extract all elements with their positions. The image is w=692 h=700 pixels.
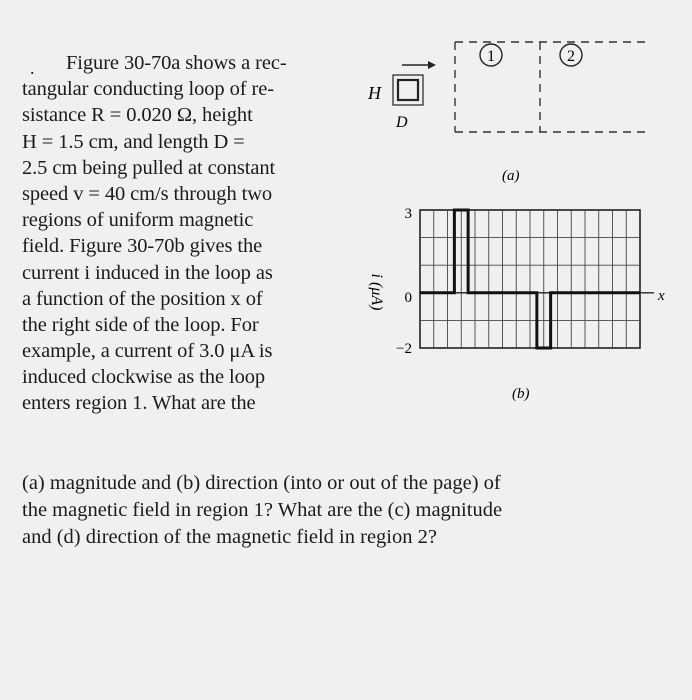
- figure-30-70: [350, 30, 670, 410]
- problem-line: tangular conducting loop of re-: [22, 78, 274, 101]
- problem-line: the magnetic field in region 1? What are the (c) magnitude: [22, 499, 503, 521]
- figure-b: [368, 206, 665, 402]
- x-axis-label: x: [658, 288, 665, 304]
- problem-line: sistance R = 0.020 Ω, height: [22, 104, 253, 127]
- problem-line: 2.5 cm being pulled at constant: [22, 156, 276, 179]
- loop-height-label: H: [368, 83, 381, 103]
- figure-a-caption: (a): [502, 168, 520, 184]
- problem-text-left: [22, 50, 352, 417]
- y-tick-label: 0: [404, 290, 412, 306]
- y-tick-label: −2: [396, 341, 412, 357]
- problem-text-wide: [22, 470, 682, 551]
- problem-line: and (d) direction of the magnetic field in region 2?: [22, 526, 437, 548]
- figure-a: [367, 42, 650, 184]
- figure-b-caption: (b): [512, 386, 530, 402]
- problem-line: example, a current of 3.0 μA is: [22, 340, 273, 363]
- problem-line: Figure 30-70a shows a rec-: [66, 52, 287, 74]
- region-1-label: 1: [487, 48, 495, 65]
- problem-line: the right side of the loop. For: [22, 313, 259, 336]
- region-2-label: 2: [567, 48, 575, 65]
- problem-line: H = 1.5 cm, and length D =: [22, 130, 245, 153]
- y-axis-label: i (μA): [368, 273, 385, 311]
- problem-line: (a) magnitude and (b) direction (into or out of the page) of: [22, 472, 501, 494]
- problem-line: enters region 1. What are the: [22, 392, 256, 415]
- problem-line: current i induced in the loop as: [22, 261, 273, 284]
- problem-line: speed v = 40 cm/s through two: [22, 182, 273, 205]
- arrowhead-icon: [428, 61, 436, 69]
- loop-length-label: D: [396, 114, 408, 131]
- problem-line: a function of the position x of: [22, 287, 263, 310]
- problem-line: regions of uniform magnetic: [22, 209, 254, 232]
- region-boundaries: [455, 42, 650, 132]
- problem-line: induced clockwise as the loop: [22, 366, 266, 389]
- y-tick-label: 3: [404, 206, 412, 222]
- conducting-loop: [398, 80, 418, 100]
- bullet-mark: .: [30, 58, 35, 78]
- problem-line: field. Figure 30-70b gives the: [22, 235, 263, 258]
